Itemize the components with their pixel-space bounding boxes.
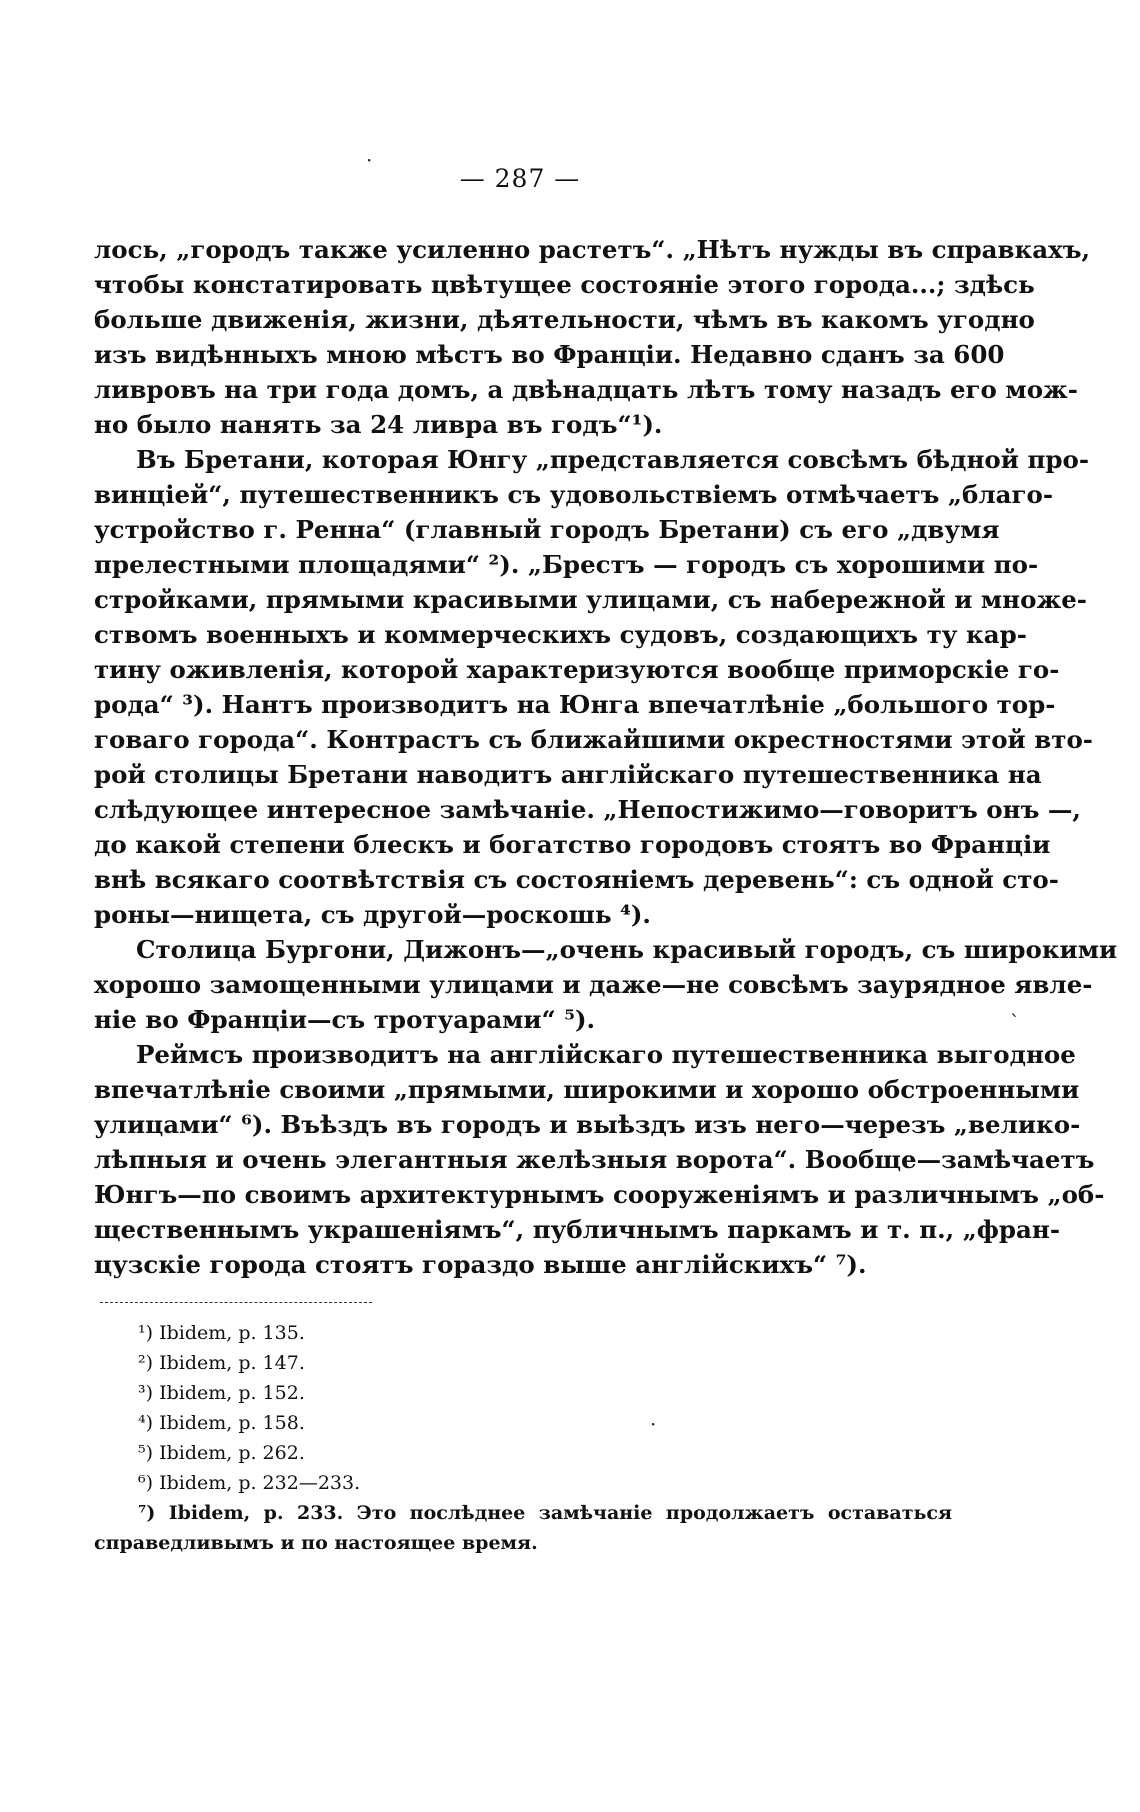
footnote-divider [100, 1302, 372, 1303]
text-line: устройство г. Ренна“ (главный городъ Бретани) съ его „двумя [94, 515, 1000, 544]
footnotes [94, 1318, 952, 1558]
footnote-continuation: справедливымъ и по настоящее время. [94, 1532, 538, 1554]
text-line: цузскіе города стоятъ гораздо выше англійскихъ“ ⁷). [94, 1250, 867, 1279]
footnote: ³) Ibidem, p. 152. [138, 1382, 305, 1404]
text-line: чтобы констатировать цвѣтущее состояніе этого города...; здѣсь [94, 270, 1035, 299]
text-line: роны—нищета, съ другой—роскошь ⁴). [94, 900, 651, 929]
text-line: хорошо замощенными улицами и даже—не совсѣмъ заурядное явле- [94, 970, 1093, 999]
text-line: слѣдующее интересное замѣчаніе. „Непостижимо—говоритъ онъ —, [94, 795, 1081, 824]
text-line: Въ Бретани, которая Юнгу „представляется совсѣмъ бѣдной про- [136, 445, 1090, 474]
text-line: ливровъ на три года домъ, а двѣнадцать лѣтъ тому назадъ его мож- [94, 375, 1078, 404]
main-text [94, 232, 1118, 1282]
text-line: внѣ всякаго соотвѣтствія съ состояніемъ деревень“: съ одной сто- [94, 865, 1059, 894]
text-line: прелестными площадями“ ²). „Брестъ — городъ съ хорошими по- [94, 550, 1039, 579]
text-line: но было нанять за 24 ливра въ годъ“¹). [94, 410, 663, 439]
speck-mark: ˋ [1010, 1010, 1020, 1034]
footnote: ⁶) Ibidem, p. 232—233. [138, 1472, 361, 1494]
footnote: ²) Ibidem, p. 147. [138, 1352, 305, 1374]
text-line: тину оживленія, которой характеризуются вообще приморскіе го- [94, 655, 1060, 684]
text-line: до какой степени блескъ и богатство городовъ стоятъ во Франціи [94, 830, 1051, 859]
text-line: больше движенія, жизни, дѣятельности, чѣмъ въ какомъ угодно [94, 305, 1035, 334]
text-line: Реймсъ производитъ на англійскаго путешественника выгодное [136, 1040, 1076, 1069]
text-line: рода“ ³). Нантъ производитъ на Юнга впечатлѣніе „большого тор- [94, 690, 1056, 719]
text-line: лѣпныя и очень элегантныя желѣзныя ворота“. Вообще—замѣчаетъ [94, 1145, 1095, 1174]
text-line: винціей“, путешественникъ съ удовольствіемъ отмѣчаетъ „благо- [94, 480, 1054, 509]
speck-mark: · [650, 1412, 657, 1436]
text-line: Столица Бургони, Дижонъ—„очень красивый городъ, съ широкими [136, 935, 1118, 964]
text-line: впечатлѣніе своими „прямыми, широкими и хорошо обстроенными [94, 1075, 1080, 1104]
footnote: ⁵) Ibidem, p. 262. [138, 1442, 305, 1464]
text-line: щественнымъ украшеніямъ“, публичнымъ паркамъ и т. п., „фран- [94, 1215, 1061, 1244]
speck-mark: · [366, 148, 373, 172]
text-line: улицами“ ⁶). Въѣздъ въ городъ и выѣздъ изъ него—черезъ „велико- [94, 1110, 1081, 1139]
footnote: ¹) Ibidem, p. 135. [138, 1322, 305, 1344]
text-line: Юнгъ—по своимъ архитектурнымъ сооруженіямъ и различнымъ „об- [94, 1180, 1105, 1209]
text-line: рой столицы Бретани наводитъ англійскаго путешественника на [94, 760, 1042, 789]
text-line: изъ видѣнныхъ мною мѣстъ во Франціи. Недавно сданъ за 600 [94, 340, 1005, 369]
footnote: ⁴) Ibidem, p. 158. [138, 1412, 305, 1434]
text-line: ствомъ военныхъ и коммерческихъ судовъ, создающихъ ту кар- [94, 620, 1027, 649]
text-line: ніе во Франціи—съ тротуарами“ ⁵). [94, 1005, 596, 1034]
footnote: ⁷) Ibidem, p. 233. Это послѣднее замѣчаніе продолжаетъ оставаться [138, 1502, 952, 1524]
text-line: стройками, прямыми красивыми улицами, съ набережной и множе- [94, 585, 1087, 614]
page-number: — 287 — [459, 164, 581, 193]
text-line: говаго города“. Контрастъ съ ближайшими окрестностями этой вто- [94, 725, 1093, 754]
text-line: лось, „городъ также усиленно растетъ“. „Нѣтъ нужды въ справкахъ, [94, 235, 1091, 264]
